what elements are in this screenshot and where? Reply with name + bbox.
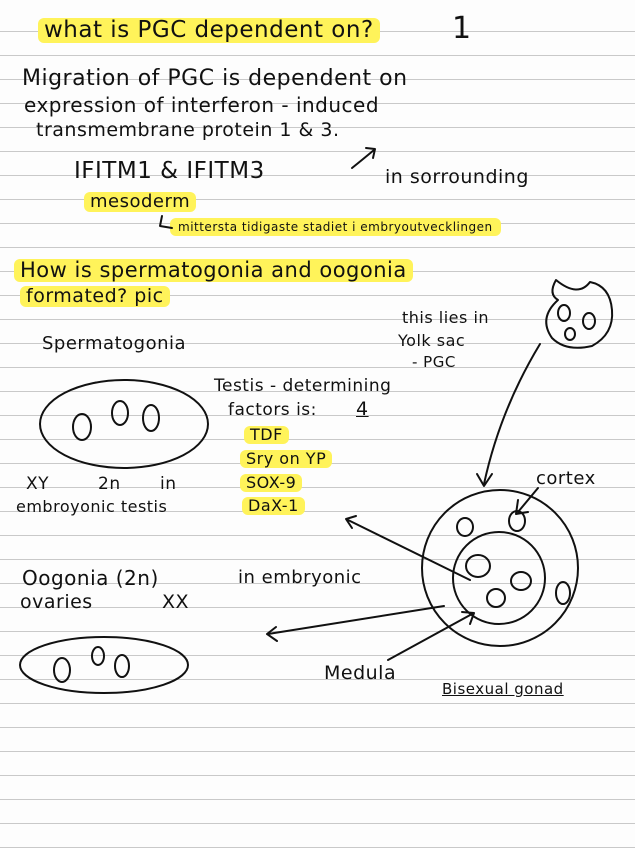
- migration-line-3: transmembrane protein 1 & 3.: [36, 119, 340, 141]
- testis-factor-item: TDF: [244, 426, 289, 444]
- ifitm-genes: IFITM1 & IFITM3: [74, 158, 265, 184]
- yolk-cell: [558, 305, 570, 321]
- migration-line-2: expression of interferon - induced: [24, 93, 380, 117]
- testis-factors-title-2: factors is:: [228, 400, 317, 420]
- question-spermatogonia-oogonia-line-2: formated? pic: [20, 286, 170, 307]
- spermatogonia-where: embroyonic testis: [16, 497, 168, 516]
- testis-factor-item: DaX-1: [242, 497, 305, 515]
- testis-factor-item: SOX-9: [240, 474, 302, 492]
- cortex-cell: [556, 582, 570, 604]
- yolk-sac-blob: [546, 280, 612, 348]
- yolk-cell: [565, 328, 575, 340]
- oogonia-oval: [20, 637, 188, 693]
- yolk-line-3: - PGC: [412, 353, 456, 371]
- arrow-cortex: [518, 488, 538, 512]
- cell: [112, 401, 128, 425]
- cell: [115, 655, 129, 677]
- oogonia-xx: XX: [162, 591, 190, 613]
- arrow-yolk-to-gonad: [484, 344, 540, 484]
- arrow-to-ifitm: [352, 150, 374, 168]
- arrow-to-testis-factors: [348, 520, 470, 580]
- medulla-cell: [487, 589, 505, 607]
- ifitm-tissue-mesoderm: mesoderm: [84, 192, 196, 212]
- cell: [54, 658, 70, 682]
- migration-line-1: Migration of PGC is dependent on: [22, 66, 408, 91]
- arrow-to-oogonia: [268, 606, 444, 634]
- medulla-cell: [511, 572, 531, 590]
- spermatogonia-2n: 2n: [98, 474, 121, 494]
- arrow-medula: [388, 614, 472, 660]
- question-spermatogonia-oogonia-line-1: How is spermatogonia and oogonia: [14, 259, 413, 282]
- yolk-line-1: this lies in: [402, 308, 490, 327]
- yolk-cell: [583, 313, 595, 329]
- cortex-cell: [457, 518, 473, 536]
- medulla-cell: [466, 555, 490, 577]
- spermatogonia-xy: XY: [26, 474, 50, 494]
- cell: [143, 405, 159, 431]
- question-number-1: 1: [452, 11, 472, 46]
- spermatogonia-label: Spermatogonia: [42, 333, 187, 354]
- testis-factors-count: 4: [356, 398, 369, 420]
- oogonia-line-1: Oogonia (2n): [22, 566, 159, 590]
- hook-mark: [160, 216, 172, 228]
- swedish-note: mittersta tidigaste stadiet i embryoutvecklingen: [170, 218, 501, 236]
- testis-factors-title-1: Testis - determining: [214, 376, 392, 396]
- oogonia-ovaries: ovaries: [20, 591, 93, 613]
- spermatogonia-in: in: [160, 474, 177, 494]
- testis-factor-item: Sry on YP: [240, 450, 332, 468]
- cell: [92, 647, 104, 665]
- bisexual-gonad-title: Bisexual gonad: [442, 680, 564, 698]
- question-what-pgc-dependent: what is PGC dependent on?: [38, 18, 380, 43]
- oogonia-in-embryonic: in embryonic: [238, 567, 362, 588]
- medula-label: Medula: [324, 662, 397, 684]
- cell: [73, 414, 91, 440]
- cortex-label: cortex: [536, 468, 596, 489]
- yolk-line-2: Yolk sac: [398, 331, 466, 350]
- ifitm-location: in sorrounding: [385, 166, 529, 188]
